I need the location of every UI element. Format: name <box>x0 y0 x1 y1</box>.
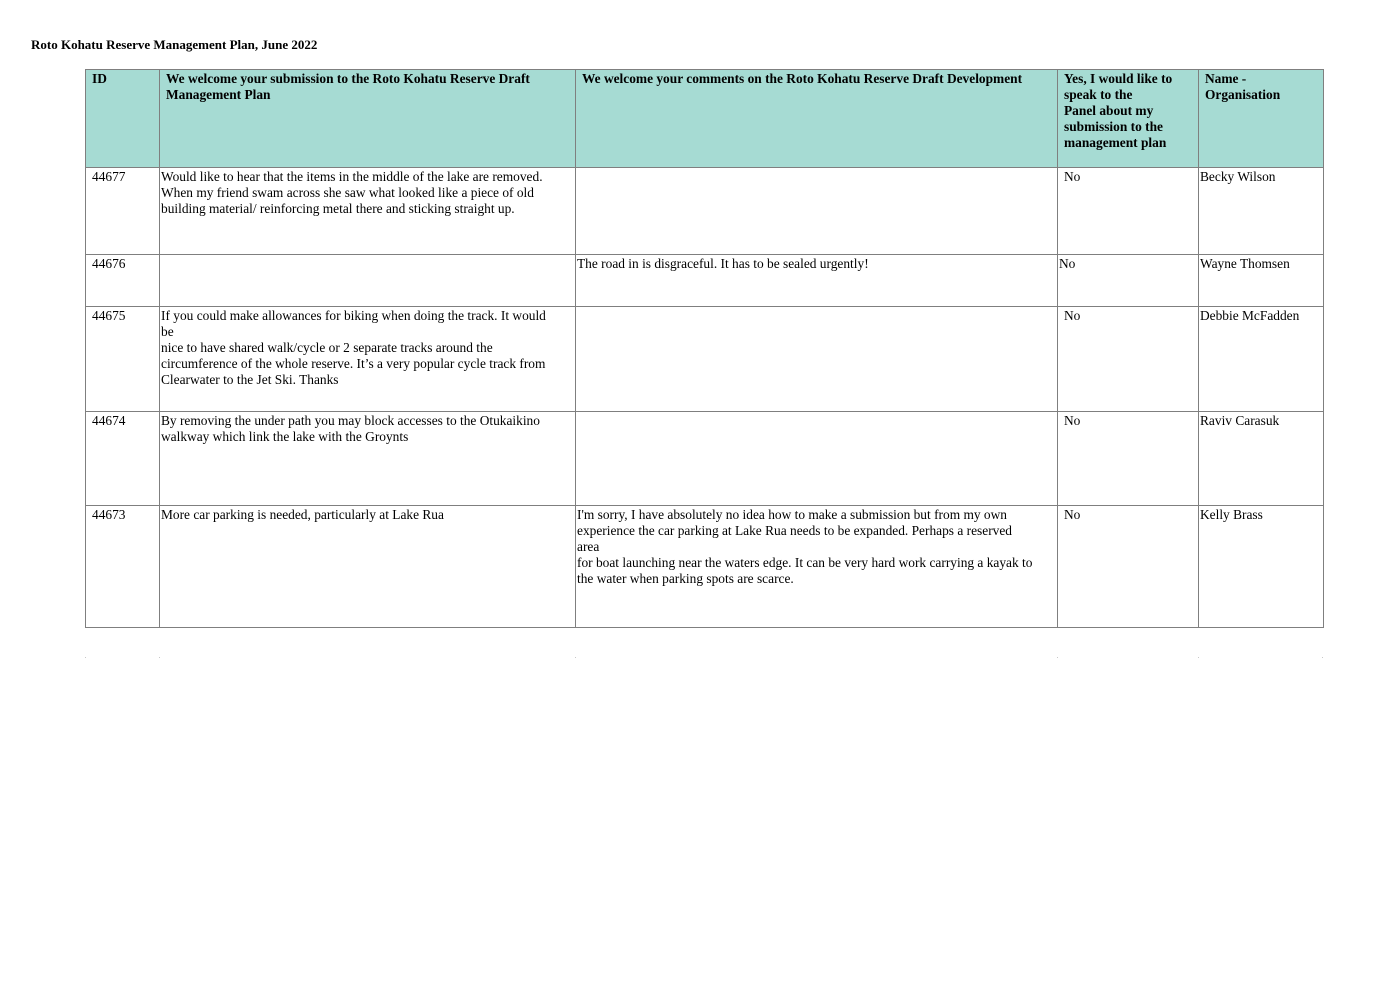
cell-comments <box>576 168 1058 255</box>
cell-comments: The road in is disgraceful. It has to be sealed urgently! <box>576 255 1058 307</box>
guide-mark <box>1198 657 1199 658</box>
guide-mark <box>1322 657 1323 658</box>
guide-mark <box>85 657 86 658</box>
cell-speak: No <box>1058 255 1199 307</box>
cell-speak: No <box>1058 506 1199 628</box>
cell-id: 44674 <box>86 412 160 506</box>
cell-id: 44676 <box>86 255 160 307</box>
table-header <box>86 70 1324 168</box>
cell-submission: Would like to hear that the items in the middle of the lake are removed. When my friend swam across she saw what looked like a piece of old building material/ reinforcing metal there and sticking straight up. <box>160 168 576 255</box>
cell-comments <box>576 307 1058 412</box>
guide-mark <box>575 657 576 658</box>
cell-speak: No <box>1058 412 1199 506</box>
column-guide-marks <box>0 657 1397 659</box>
cell-name: Becky Wilson <box>1199 168 1324 255</box>
table-row <box>86 506 1324 628</box>
cell-speak: No <box>1058 168 1199 255</box>
table-row <box>86 255 1324 307</box>
cell-name: Wayne Thomsen <box>1199 255 1324 307</box>
cell-id: 44675 <box>86 307 160 412</box>
cell-comments: I'm sorry, I have absolutely no idea how to make a submission but from my own experience the car parking at Lake Rua needs to be expanded. Perhaps a reserved area for boat launching near the waters edge. It can be very hard work carrying a kayak to the water when parking spots are scarce. <box>576 506 1058 628</box>
header-comments: We welcome your comments on the Roto Kohatu Reserve Draft Development <box>576 70 1058 168</box>
cell-speak: No <box>1058 307 1199 412</box>
document-title: Roto Kohatu Reserve Management Plan, June 2022 <box>31 37 318 52</box>
header-id: ID <box>86 70 160 168</box>
cell-submission: More car parking is needed, particularly at Lake Rua <box>160 506 576 628</box>
table-row <box>86 412 1324 506</box>
header-name-organisation: Name - Organisation <box>1199 70 1324 168</box>
cell-submission: By removing the under path you may block accesses to the Otukaikino walkway which link the lake with the Groynts <box>160 412 576 506</box>
cell-id: 44677 <box>86 168 160 255</box>
guide-mark <box>1057 657 1058 658</box>
header-speak: Yes, I would like to speak to the Panel about my submission to the management plan <box>1058 70 1199 168</box>
table-body <box>86 168 1324 628</box>
submissions-table <box>85 69 1324 628</box>
cell-name: Debbie McFadden <box>1199 307 1324 412</box>
cell-name: Raviv Carasuk <box>1199 412 1324 506</box>
cell-id: 44673 <box>86 506 160 628</box>
cell-submission <box>160 255 576 307</box>
table-row <box>86 307 1324 412</box>
header-row <box>86 70 1324 168</box>
guide-mark <box>159 657 160 658</box>
cell-submission: If you could make allowances for biking when doing the track. It would be nice to have shared walk/cycle or 2 separate tracks around the circumference of the whole reserve. It’s a very popular cycle track from Clearwater to the Jet Ski. Thanks <box>160 307 576 412</box>
cell-comments <box>576 412 1058 506</box>
cell-name: Kelly Brass <box>1199 506 1324 628</box>
table-row <box>86 168 1324 255</box>
header-submission: We welcome your submission to the Roto Kohatu Reserve Draft Management Plan <box>160 70 576 168</box>
